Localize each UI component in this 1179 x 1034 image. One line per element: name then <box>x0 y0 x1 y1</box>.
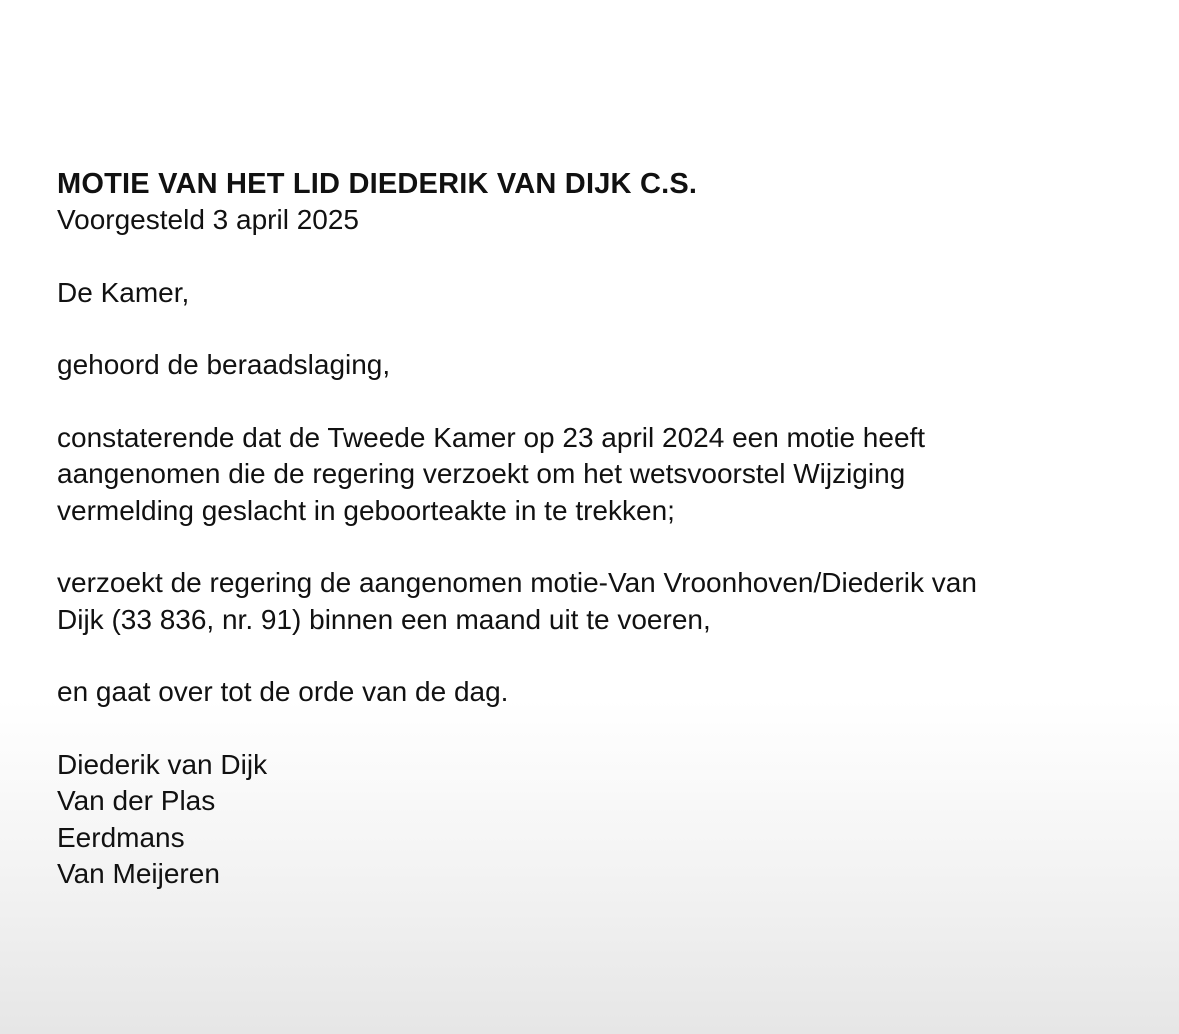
considering-line: constaterende dat de Tweede Kamer op 23 april 2024 een motie heeft <box>57 421 926 453</box>
spacer <box>57 239 1157 275</box>
motion-title: MOTIE VAN HET LID DIEDERIK VAN DIJK C.S. <box>57 168 698 200</box>
spacer <box>57 311 1157 347</box>
closing-clause: en gaat over tot de orde van de dag. <box>57 676 509 707</box>
considering-line: vermelding geslacht in geboorteakte in te trekken; <box>57 494 675 526</box>
request-clause <box>57 565 1157 638</box>
signatory: Diederik van Dijk <box>57 748 268 780</box>
motion-document <box>57 166 1157 893</box>
signatories <box>57 747 1157 893</box>
signatory: Eerdmans <box>57 821 185 853</box>
heard-clause: gehoord de beraadslaging, <box>57 349 391 380</box>
considering-clause <box>57 420 1157 530</box>
spacer <box>57 711 1157 747</box>
spacer <box>57 638 1157 674</box>
signatory: Van Meijeren <box>57 858 220 889</box>
spacer <box>57 529 1157 565</box>
salutation: De Kamer, <box>57 276 190 308</box>
considering-line: aangenomen die de regering verzoekt om het wetsvoorstel Wijziging <box>57 458 906 489</box>
proposed-date: Voorgesteld 3 april 2025 <box>57 204 359 235</box>
request-line: verzoekt de regering de aangenomen motie-Van Vroonhoven/Diederik van <box>57 567 977 598</box>
signatory: Van der Plas <box>57 785 216 816</box>
request-line: Dijk (33 836, nr. 91) binnen een maand uit te voeren, <box>57 603 711 635</box>
spacer <box>57 384 1157 420</box>
